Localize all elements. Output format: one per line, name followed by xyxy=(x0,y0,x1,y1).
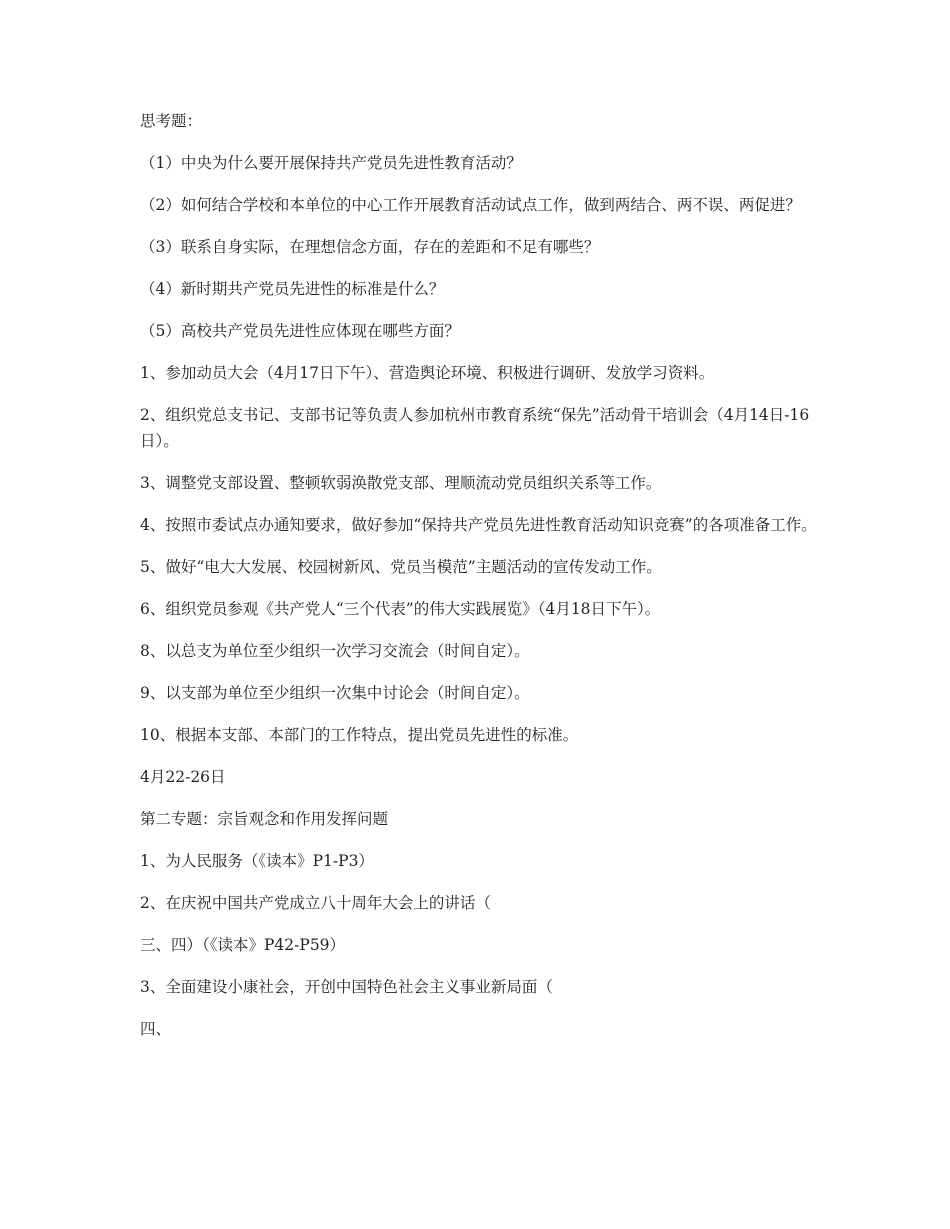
question-1: （1）中央为什么要开展保持共产党员先进性教育活动？ xyxy=(140,154,522,172)
task-item-2: 2、组织党总支书记、支部书记等负责人参加杭州市教育系统“保先”活动骨干培训会（4月14日-16日）。 xyxy=(140,406,810,450)
reading-item-2-continued: 三、四）（《读本》P42-P59） xyxy=(140,936,346,954)
task-item-9: 9、以支部为单位至少组织一次集中讨论会（时间自定）。 xyxy=(140,684,530,702)
task-item-6: 6、组织党员参观《共产党人“三个代表”的伟大实践展览》（4月18日下午）。 xyxy=(140,600,661,618)
task-item-8: 8、以总支为单位至少组织一次学习交流会（时间自定）。 xyxy=(140,642,530,660)
reading-item-2: 2、在庆祝中国共产党成立八十周年大会上的讲话（ xyxy=(140,894,491,912)
task-item-1: 1、参加动员大会（4月17日下午）、营造舆论环境、积极进行调研、发放学习资料。 xyxy=(140,364,715,382)
document-body xyxy=(140,108,820,1058)
task-item-4: 4、按照市委试点办通知要求，做好参加“保持共产党员先进性教育活动知识竞赛”的各项准备工作。 xyxy=(140,516,817,534)
questions-heading: 思考题： xyxy=(140,112,203,130)
question-5: （5）高校共产党员先进性应体现在哪些方面？ xyxy=(140,322,460,340)
task-item-10: 10、根据本支部、本部门的工作特点，提出党员先进性的标准。 xyxy=(140,726,579,744)
task-item-5: 5、做好“电大大发展、校园树新风、党员当模范”主题活动的宣传发动工作。 xyxy=(140,558,662,576)
reading-item-3: 3、全面建设小康社会，开创中国特色社会主义事业新局面（ xyxy=(140,978,553,996)
reading-item-1: 1、为人民服务（《读本》P1-P3） xyxy=(140,852,374,870)
question-4: （4）新时期共产党员先进性的标准是什么？ xyxy=(140,280,445,298)
topic-heading: 第二专题：宗旨观念和作用发挥问题 xyxy=(140,810,389,828)
reading-item-3-continued: 四、 xyxy=(140,1020,172,1038)
question-3: （3）联系自身实际，在理想信念方面，存在的差距和不足有哪些？ xyxy=(140,238,600,256)
date-range: 4月22-26日 xyxy=(140,768,226,786)
task-item-3: 3、调整党支部设置、整顿软弱涣散党支部、理顺流动党员组织关系等工作。 xyxy=(140,474,662,492)
question-2: （2）如何结合学校和本单位的中心工作开展教育活动试点工作，做到两结合、两不误、两促进？ xyxy=(140,196,801,214)
